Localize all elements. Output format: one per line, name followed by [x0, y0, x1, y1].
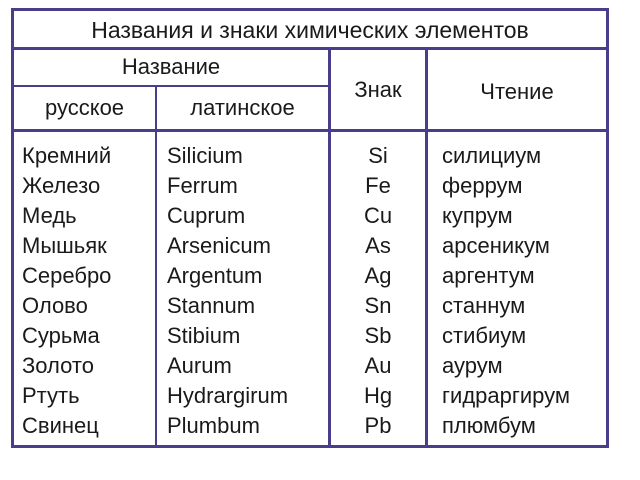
- cell-russian: Золото: [22, 353, 94, 378]
- cell-reading: станнум: [442, 293, 526, 318]
- cell-reading: силициум: [442, 143, 542, 168]
- cell-latin: Hydrargirum: [167, 383, 289, 408]
- cell-russian: Олово: [22, 293, 88, 318]
- cell-russian: Кремний: [22, 143, 112, 168]
- header-symbol: Знак: [354, 77, 402, 102]
- cell-russian: Ртуть: [22, 383, 80, 408]
- cell-latin: Silicium: [167, 143, 243, 168]
- cell-latin: Plumbum: [167, 413, 260, 438]
- column-russian: [22, 141, 152, 441]
- header-reading: Чтение: [480, 79, 554, 104]
- cell-russian: Серебро: [22, 263, 112, 288]
- header-russian: русское: [44, 95, 125, 120]
- cell-reading: купрум: [442, 203, 513, 228]
- cell-symbol: Cu: [363, 203, 393, 228]
- cell-symbol: Si: [368, 143, 388, 168]
- cell-latin: Arsenicum: [167, 233, 271, 258]
- cell-russian: Железо: [22, 173, 101, 198]
- header-body-divider: [14, 129, 606, 132]
- cell-russian: Сурьма: [22, 323, 100, 348]
- elements-table: [11, 8, 609, 448]
- cell-russian: Мышьяк: [22, 233, 107, 258]
- cell-symbol: Sn: [364, 293, 392, 318]
- cell-symbol: As: [365, 233, 391, 258]
- cell-symbol: Ag: [364, 263, 392, 288]
- cell-reading: стибиум: [442, 323, 527, 348]
- cell-latin: Stannum: [167, 293, 256, 318]
- cell-symbol: Fe: [365, 173, 391, 198]
- cell-symbol: Sb: [364, 323, 392, 348]
- cell-latin: Ferrum: [167, 173, 238, 198]
- cell-symbol: Pb: [364, 413, 392, 438]
- cell-russian: Свинец: [22, 413, 99, 438]
- header-latin: латинское: [190, 95, 295, 120]
- cell-reading: аргентум: [442, 263, 535, 288]
- cell-russian: Медь: [22, 203, 77, 228]
- cell-symbol: Hg: [363, 383, 393, 408]
- name-header-divider: [14, 85, 328, 87]
- column-reading: [442, 141, 606, 441]
- cell-reading: феррум: [442, 173, 523, 198]
- cell-latin: Argentum: [167, 263, 263, 288]
- column-latin: [167, 141, 327, 441]
- cell-reading: арсеникум: [442, 233, 550, 258]
- cell-latin: Cuprum: [167, 203, 246, 228]
- cell-latin: Stibium: [167, 323, 241, 348]
- table-title: Названия и знаки химических элементов: [91, 17, 529, 43]
- russian-latin-divider: [155, 85, 157, 445]
- cell-reading: плюмбум: [442, 413, 536, 438]
- cell-reading: гидраргирум: [442, 383, 571, 408]
- cell-reading: аурум: [442, 353, 503, 378]
- column-symbol: [331, 141, 425, 441]
- symbol-reading-divider: [425, 48, 428, 445]
- header-name: Название: [121, 54, 221, 79]
- cell-latin: Aurum: [167, 353, 232, 378]
- cell-symbol: Au: [364, 353, 392, 378]
